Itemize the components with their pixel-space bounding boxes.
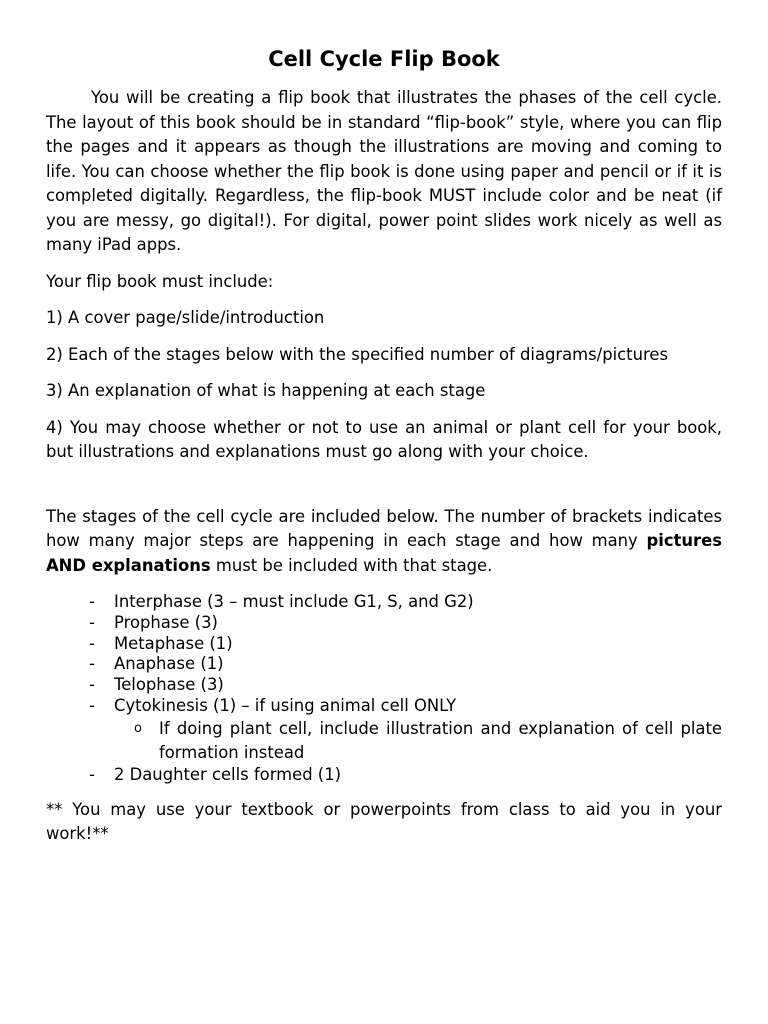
dash-bullet: -: [89, 612, 95, 632]
intro-paragraph: You will be creating a flip book that illustrates the phases of the cell cycle. The layout of this book should be in standard “flip-book” style, where you can flip the pages and it appears as though the illustrations are moving and coming to life. You can choose whether the flip book is done using paper and pencil or if it is completed digitally. Regardless, the flip-book MUST include color and be neat (if you are messy, go digital!). For digital, power point slides work nicely as well as many iPad apps.: [46, 88, 722, 254]
stages-intro-end: must be included with that stage.: [210, 555, 493, 575]
stages-intro-start: The stages of the cell cycle are included below. The number of brackets indicates how many major steps are happening in each stage and how many: [46, 506, 722, 550]
page-title: Cell Cycle Flip Book: [268, 47, 500, 71]
sub-list-item: [114, 717, 722, 765]
dash-bullet: -: [89, 592, 95, 611]
cytokinesis-sublist: [114, 717, 722, 765]
stage-item: [46, 613, 722, 634]
stage-label: 2 Daughter cells formed (1): [114, 764, 342, 784]
closing-note: ** You may use your textbook or powerpoints from class to aid you in your work!**: [46, 799, 722, 844]
stage-label: Prophase (3): [114, 612, 218, 632]
requirement-item: 2) Each of the stages below with the specified number of diagrams/pictures: [46, 344, 668, 364]
circle-bullet: o: [134, 720, 142, 736]
requirement-item: 1) A cover page/slide/introduction: [46, 308, 325, 327]
stage-list: [46, 592, 722, 786]
stage-item: [46, 654, 722, 675]
stage-item: [46, 696, 722, 765]
stages-intro-bold: pictures AND explanations: [46, 531, 722, 575]
stage-label: Anaphase (1): [114, 654, 224, 674]
dash-bullet: -: [89, 633, 95, 653]
stage-item: [46, 675, 722, 696]
stage-item: [46, 592, 722, 613]
dash-bullet: -: [89, 675, 95, 695]
stage-item: [46, 634, 722, 655]
dash-bullet: -: [89, 764, 95, 784]
stage-label: Metaphase (1): [114, 633, 233, 653]
cytokinesis-note: If doing plant cell, include illustration and explanation of cell plate formation instead: [159, 718, 722, 762]
requirement-item: 4) You may choose whether or not to use an animal or plant cell for your book, but illustrations and explanations must go along with your choice.: [46, 417, 722, 461]
dash-bullet: -: [89, 695, 95, 715]
stage-label: Interphase (3 – must include G1, S, and G2): [114, 592, 474, 611]
stages-intro-paragraph: [46, 505, 722, 579]
stage-label: Cytokinesis (1) – if using animal cell ONLY: [114, 695, 457, 715]
stage-item: [46, 765, 722, 786]
requirement-item: 3) An explanation of what is happening at each stage: [46, 381, 486, 400]
stage-label: Telophase (3): [114, 675, 224, 695]
dash-bullet: -: [89, 654, 95, 674]
requirements-heading: Your flip book must include:: [46, 271, 274, 291]
